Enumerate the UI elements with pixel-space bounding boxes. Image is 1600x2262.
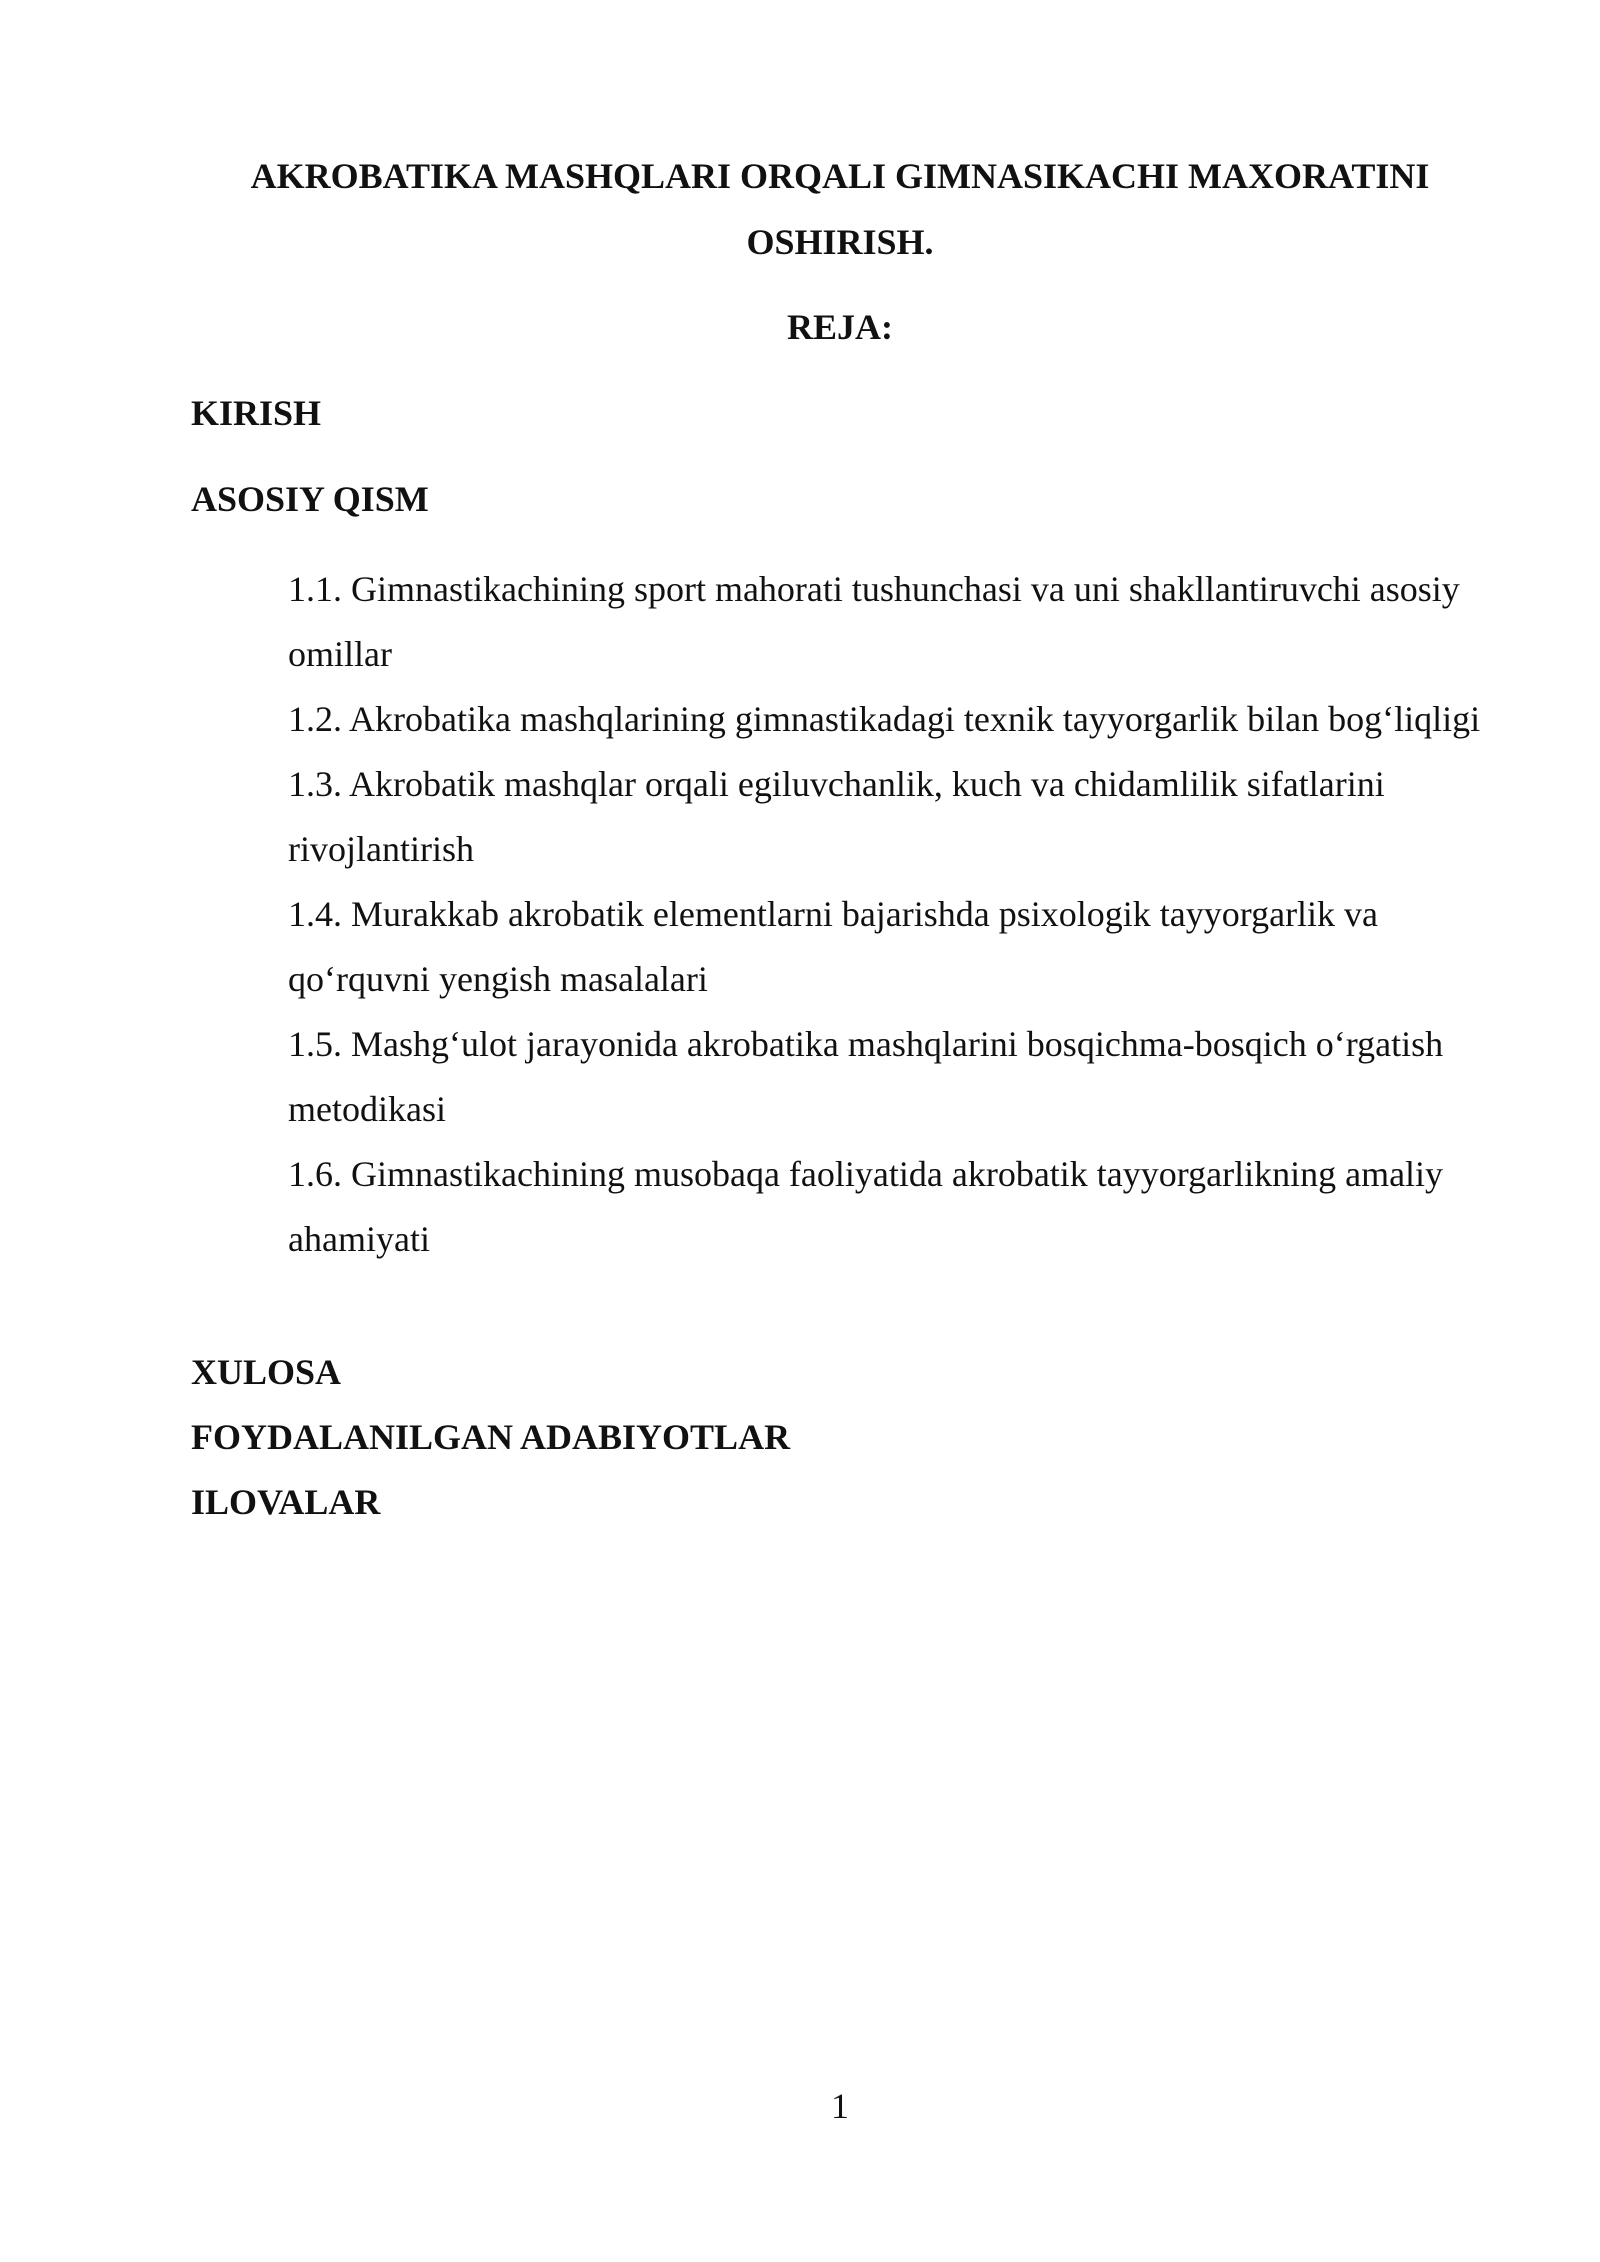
section-intro: KIRISH bbox=[191, 393, 322, 433]
section-main: ASOSIY QISM bbox=[191, 479, 429, 519]
plan-item: 1.4. Murakkab akrobatik elementlarni bajarishda psixologik tayyorgarlik va qo‘rquvni yengish masalalari bbox=[288, 894, 1379, 999]
plan-heading: REJA: bbox=[787, 307, 893, 347]
plan-item: 1.3. Akrobatik mashqlar orqali egiluvchanlik, kuch va chidamlilik sifatlarini rivojlantirish bbox=[288, 764, 1385, 869]
end-sections-list bbox=[191, 1340, 790, 1535]
document-title: AKROBATIKA MASHQLARI ORQALI GIMNASIKACHI MAXORATINI OSHIRISH. bbox=[250, 156, 1430, 262]
plan-item: 1.1. Gimnastikachining sport mahorati tushunchasi va uni shakllantiruvchi asosiy omillar bbox=[288, 569, 1460, 674]
plan-item: 1.6. Gimnastikachining musobaqa faoliyatida akrobatik tayyorgarlikning amaliy ahamiyati bbox=[288, 1154, 1444, 1259]
plan-item: 1.2. Akrobatika mashqlarining gimnastikadagi texnik tayyorgarlik bilan bog‘liqligi bbox=[288, 699, 1481, 739]
plan-items-list bbox=[288, 557, 1488, 1272]
page-number: 1 bbox=[831, 2086, 849, 2126]
section-conclusion: XULOSA bbox=[191, 1352, 342, 1392]
plan-item: 1.5. Mashg‘ulot jarayonida akrobatika mashqlarini bosqichma-bosqich o‘rgatish metodikasi bbox=[288, 1024, 1444, 1129]
section-references: FOYDALANILGAN ADABIYOTLAR bbox=[191, 1417, 791, 1457]
section-appendices: ILOVALAR bbox=[191, 1482, 381, 1522]
